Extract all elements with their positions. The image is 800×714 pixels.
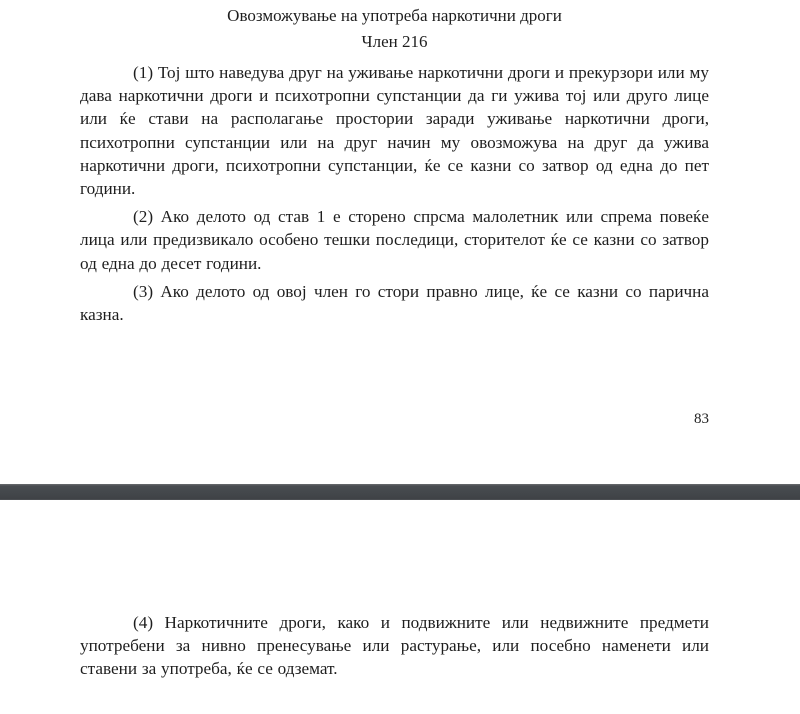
article-title: Член 216 <box>361 32 428 51</box>
article-body-continued <box>80 611 709 681</box>
paragraph-4: (4) Наркотичните дроги, како и подвижните или недвижните предмети употребени за нивно пренесување или растурање, или посебно наменети или ставени за употреба, ќе се одземат. <box>80 613 709 679</box>
section-title: Овозможување на употреба наркотични дроги <box>227 6 562 25</box>
page-separator <box>0 484 800 500</box>
document-page-84 <box>0 500 800 714</box>
article-body <box>80 61 709 326</box>
paragraph-2: (2) Ако делото од став 1 е сторено спрсма малолетник или спрема повеќе лица или предизвикало особено тешки последици, сторителот ќе се казни со затвор од една до десет години. <box>80 207 709 273</box>
page-number: 83 <box>694 411 709 427</box>
paragraph-1: (1) Тој што наведува друг на уживање наркотични дроги и прекурзори или му дава наркотични дроги и психотропни супстанции да ги ужива тој или друго лице или ќе стави на располагање простории заради уживање наркотични дроги, психотропни супстанции или на друг начин му овозможува на друг да ужива наркотични дроги, психотропни супстанции, ќе се казни со затвор од една до пет години. <box>80 63 709 199</box>
paragraph-3: (3) Ако делото од овој член го стори правно лице, ќе се казни со парична казна. <box>80 281 709 325</box>
